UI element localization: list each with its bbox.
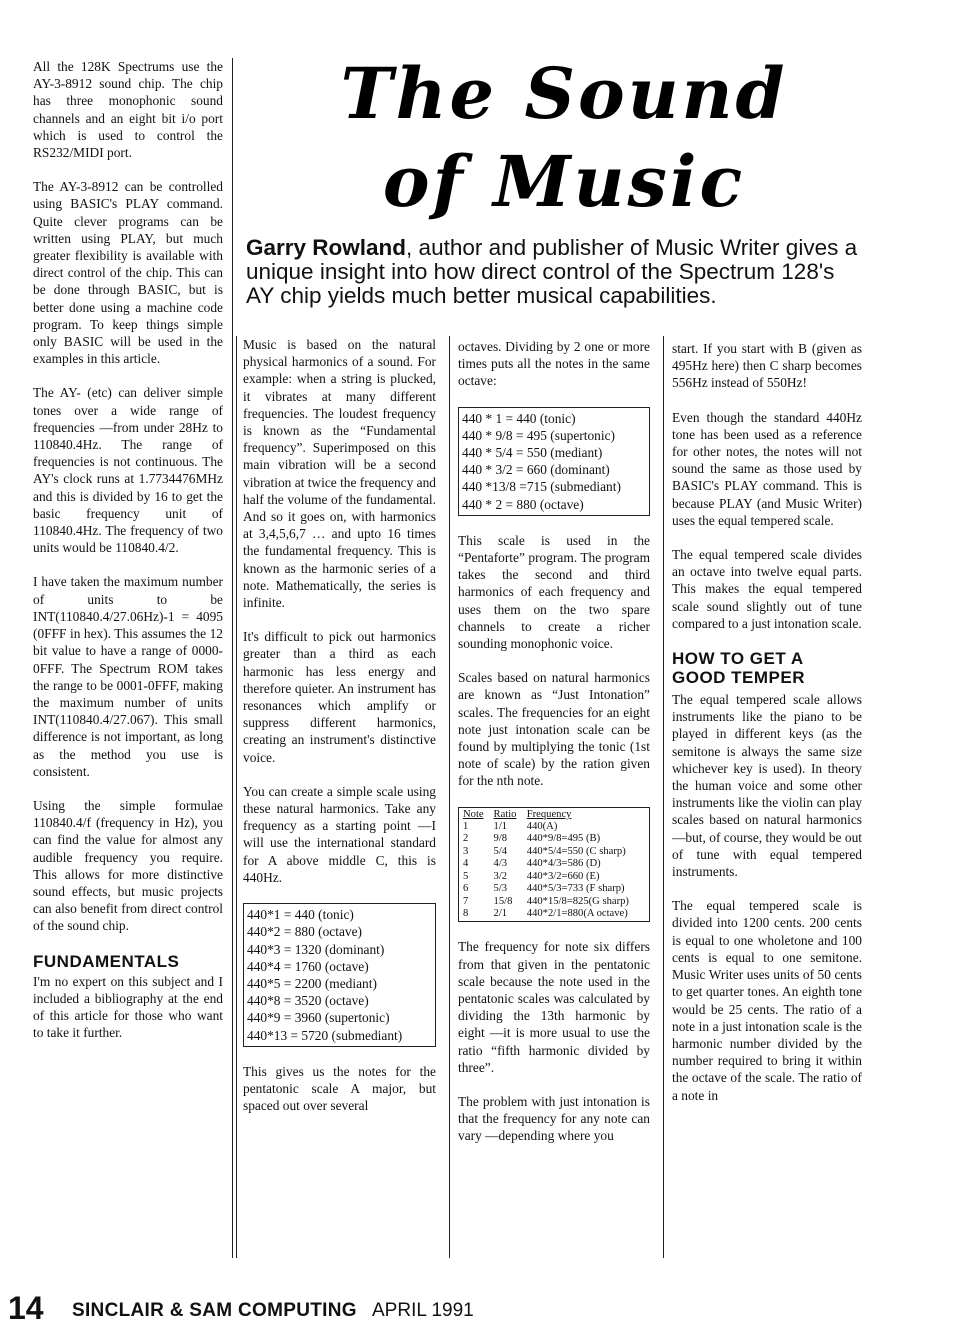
paragraph: The frequency for note six differs from that given in the pentatonic scale because the note used in the pentatonic scales was calculated by dividing the 13th harmonic by eight —it is more usual to use the ratio “fifth harmonic divided by three”.: [458, 939, 650, 1075]
column-2: [243, 336, 436, 1131]
paragraph: Music is based on the natural physical harmonics of a sound. For example: when a string is plucked, it vibrates at many different frequencies. The loudest frequency is known as the “Fundamental frequency”. Superimposed on this main vibration will be a second vibration at twice the frequency and half the volume of the fundamental. And so it goes on, with harmonics at 3,4,5,6,7 … and upto 16 times the fundamental frequency. This is known as the harmonic series of a note. Mathematically, the series is infinite.: [243, 337, 436, 611]
cell: 3/2: [493, 870, 508, 882]
column-3: [458, 338, 650, 1162]
cell: 1: [463, 821, 469, 833]
section-heading: HOW TO GET A GOOD TEMPER: [672, 649, 806, 688]
paragraph: You can create a simple scale using these natural harmonics. Take any frequency as a starting point —I will use the international standard for A above middle C, this is 440Hz.: [243, 783, 436, 885]
paragraph: I'm no expert on this subject and I included a bibliography at the end of this article for those who want to take it further.: [33, 973, 223, 1041]
column-rule: [232, 58, 233, 1258]
box-line: 440*8 = 3520 (octave): [247, 993, 369, 1009]
section-heading: FUNDAMENTALS: [33, 951, 180, 971]
paragraph: The equal tempered scale divides an octave into twelve equal parts. This makes the equal tempered scale sound slightly out of tune compared to a just intonation scale.: [672, 547, 862, 631]
cell: 6: [463, 883, 469, 895]
cell: 7: [463, 895, 469, 907]
just-intonation-table: [460, 809, 648, 921]
cell: 440*4/3=586 (D): [526, 858, 601, 870]
column-rule: [236, 336, 237, 1258]
title-line-2: of Music: [382, 140, 746, 223]
paragraph: It's difficult to pick out harmonics greater than a third as each harmonic has less energy and therefore quieter. An instrument has resonances which amplify or suppress different harmonics, creating an instrument's distinctive voice.: [243, 629, 436, 765]
box-line: 440*4 = 1760 (octave): [247, 958, 369, 974]
cell: 9/8: [493, 833, 508, 845]
column-4: [672, 340, 862, 1121]
box-line: 440 * 3/2 = 660 (dominant): [462, 462, 610, 478]
table-row: [460, 896, 648, 908]
box-line: 440*3 = 1320 (dominant): [247, 941, 385, 957]
table-row: [460, 821, 648, 833]
box-line: 440 * 2 = 880 (octave): [462, 496, 584, 512]
cell: 2/1: [493, 907, 508, 919]
table-header: Note: [463, 808, 484, 820]
cell: 4: [463, 858, 469, 870]
cell: 1/1: [493, 821, 508, 833]
table-row: [460, 858, 648, 870]
table-row: [460, 833, 648, 845]
cell: 440*5/4=550 (C sharp): [526, 845, 626, 857]
box-line: 440 * 1 = 440 (tonic): [462, 410, 576, 426]
paragraph: I have taken the maximum number of units to be INT(110840.4/27.06Hz)-1 = 4095 (0FFF in hex). This assumes the 12 bit value to have a range of 0000-0FFF. The Spectrum ROM takes the range to be 0001-0FFF, making the maximum number of units INT(110840.4/27.067). This small difference is not important, as long as the method you use is consistent.: [33, 574, 223, 779]
cell: 440*3/2=660 (E): [526, 870, 600, 882]
title-line-1: The Sound: [340, 52, 788, 135]
paragraph: All the 128K Spectrums use the AY-3-8912 sound chip. The chip has three monophonic sound channels and an eight bit i/o port which is used to control the RS232/MIDI port.: [33, 59, 223, 161]
cell: 440*5/3=733 (F sharp): [526, 883, 625, 895]
paragraph: The equal tempered scale allows instruments like the piano to be played in different keys (as the semitone is always the same size whichever key is used). In theory the human voice and some other instruments like the violin can play scales based on natural harmonics —but, of course, they would be out of tune with equal tempered instruments.: [672, 692, 862, 880]
box-line: 440 *13/8 =715 (submediant): [462, 479, 621, 495]
cell: 15/8: [493, 895, 513, 907]
article-title: [244, 50, 884, 226]
harmonics-box: [243, 903, 436, 1047]
cell: 440*15/8=825(G sharp): [526, 895, 629, 907]
table-row: [460, 871, 648, 883]
table-header: Frequency: [526, 808, 572, 820]
cell: 8: [463, 907, 469, 919]
just-intonation-table-box: [458, 807, 650, 923]
box-line: 440*9 = 3960 (supertonic): [247, 1010, 390, 1026]
paragraph: Scales based on natural harmonics are known as “Just Intonation” scales. The frequencies for an eight note just intonation scale can be found by multiplying the tonic (1st note of scale) by the ration given for the nth note.: [458, 670, 650, 789]
paragraph: start. If you start with B (given as 495Hz here) then C sharp becomes 556Hz instead of 550Hz!: [672, 341, 862, 391]
column-rule: [449, 336, 450, 1258]
cell: 440*9/8=495 (B): [526, 833, 601, 845]
cell: 440*2/1=880(A octave): [526, 907, 628, 919]
column-rule: [663, 336, 664, 1258]
cell: 5/3: [493, 883, 508, 895]
box-line: 440*2 = 880 (octave): [247, 924, 363, 940]
table-header: Ratio: [493, 808, 517, 820]
author-name: Garry Rowland: [246, 235, 407, 260]
paragraph: The AY-3-8912 can be controlled using BASIC's PLAY command. Quite clever programs can be written using PLAY, but much greater flexibility is available with direct control of the chip. This can be done through BASIC, but is better done using a machine code program. To keep things simple only BASIC will be used in the examples in this article.: [33, 179, 223, 367]
standfirst-text: , author and publisher of Music Writer gives a unique insight into how direct control of the Spectrum 128's AY chip yields much better musical capabilities.: [246, 235, 858, 308]
paragraph: The problem with just intonation is that the frequency for any note can vary —depending where you: [458, 1093, 650, 1144]
cell: 5: [463, 870, 469, 882]
paragraph: This scale is used in the “Pentaforte” program. The program takes the second and third harmonics of each frequency and uses them on the two spare channels to create a richer sounding monophonic voice.: [458, 532, 650, 652]
box-line: 440 * 9/8 = 495 (supertonic): [462, 427, 615, 443]
paragraph: octaves. Dividing by 2 one or more times puts all the notes in the same octave:: [458, 339, 650, 389]
standfirst: [246, 236, 858, 308]
cell: 2: [463, 833, 469, 845]
column-1: [33, 58, 223, 1058]
box-line: 440*5 = 2200 (mediant): [247, 975, 377, 991]
cell: 3: [463, 845, 469, 857]
octave-box: [458, 407, 650, 516]
box-line: 440 * 5/4 = 550 (mediant): [462, 445, 603, 461]
paragraph: Using the simple formulae 110840.4/f (frequency in Hz), you can find the value for almost any audible frequency you require. This allows for more distinctive sound effects, but music projects can also benefit from direct control of the sound chip.: [33, 797, 223, 934]
table-row: [460, 846, 648, 858]
cell: 440(A): [526, 821, 558, 833]
page-number: 14: [8, 1290, 44, 1326]
table-row: [460, 908, 648, 920]
cell: 5/4: [493, 845, 508, 857]
paragraph: The AY- (etc) can deliver simple tones over a wide range of frequencies —from under 28Hz to 110840.4Hz. The range of frequencies is not continuous. The AY's clock runs at 1.7734476MHz and this is divided by 16 to get the basic frequency unit of 110840.4Hz. The frequency of two units would be 110840.4/2.: [33, 385, 223, 556]
issue-date: APRIL 1991: [372, 1300, 474, 1321]
paragraph: Even though the standard 440Hz tone has been used as a reference for other notes, the notes will not sound the same as those used by BASIC's PLAY command. This is because PLAY (and Music Writer) uses the equal tempered scale.: [672, 409, 862, 528]
box-line: 440*1 = 440 (tonic): [247, 907, 354, 923]
paragraph: This gives us the notes for the pentatonic scale A major, but spaced out over several: [243, 1063, 436, 1114]
table-row: [460, 883, 648, 895]
publication-name: SINCLAIR & SAM COMPUTING: [72, 1300, 357, 1321]
cell: 4/3: [493, 858, 508, 870]
box-line: 440*13 = 5720 (submediant): [247, 1027, 403, 1043]
paragraph: The equal tempered scale is divided into 1200 cents. 200 cents is equal to one wholetone and 100 cents is equal to one semitone. Music Writer uses units of 50 cents to get quarter tones. An eighth tone would be 25 cents. The ratio of a note in a just intonation scale is the harmonic number divided by the number required to bring it within the octave of the scale. The ratio of a note in: [672, 898, 862, 1103]
